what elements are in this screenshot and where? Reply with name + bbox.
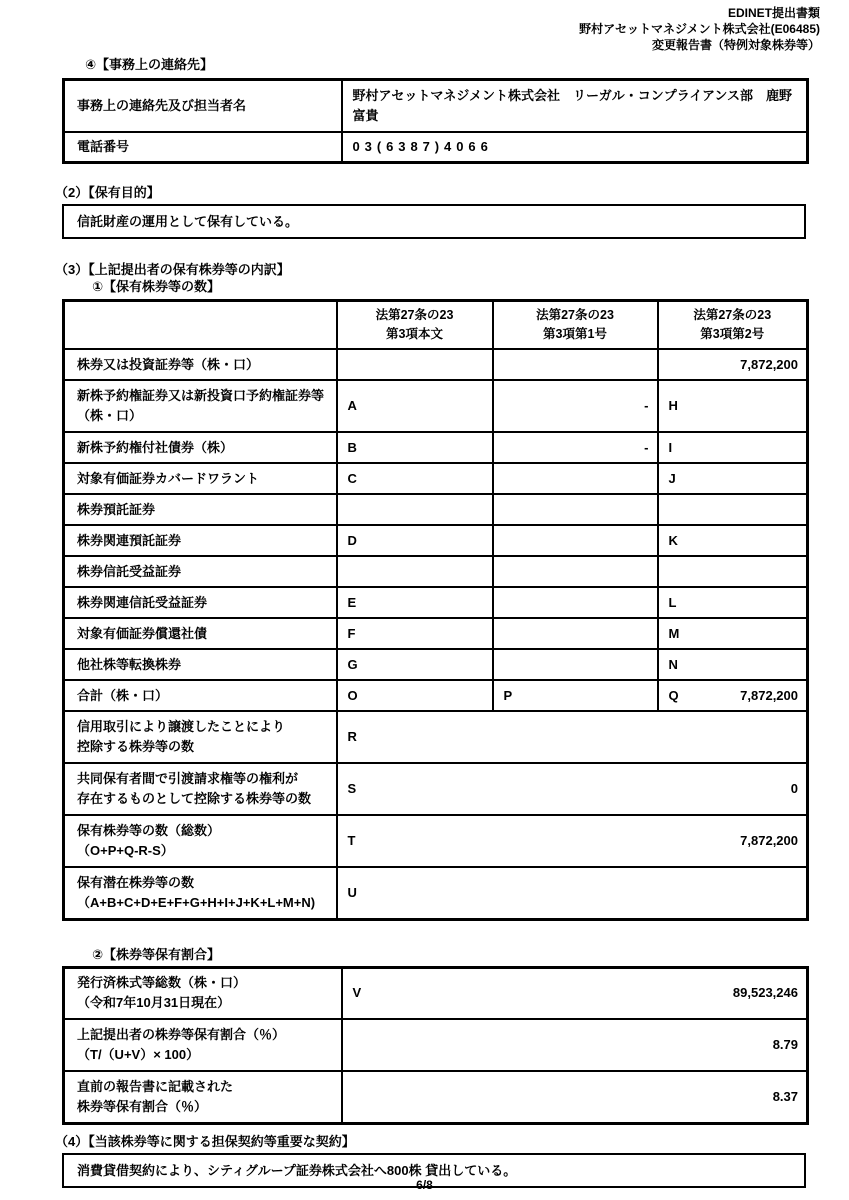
table-row: [64, 525, 808, 556]
cell-letter: J: [668, 470, 676, 486]
table-row: [64, 80, 808, 132]
value-cell-dai1go: [493, 525, 658, 556]
value-cell: [342, 967, 808, 1019]
cell-letter: U: [347, 884, 357, 900]
span-value-cell: [337, 867, 808, 919]
purpose-section-heading: （2）【保有目的】: [55, 185, 160, 200]
contract-section-heading: （4）【当該株券等に関する担保契約等重要な契約】: [55, 1133, 355, 1149]
row-label-line2: （O+P+Q-R-S）: [77, 843, 174, 858]
value-cell-honbun: [337, 525, 493, 556]
cell-value: -: [644, 439, 649, 455]
row-label-line2: （A+B+C+D+E+F+G+H+I+J+K+L+M+N): [77, 894, 316, 910]
cell-letter: L: [668, 594, 677, 610]
cell-value: -: [644, 398, 649, 413]
cell-value: 7,872,200: [740, 833, 798, 848]
row-label: 株券関連預託証券: [64, 525, 337, 556]
cell-letter: C: [347, 470, 357, 486]
value-cell-dai2go: [658, 680, 808, 711]
row-label: 株券信託受益証券: [64, 556, 337, 587]
value-cell-honbun: [337, 349, 493, 380]
cell-letter: Q: [668, 687, 679, 703]
row-label: 対象有価証券カバードワラント: [64, 463, 337, 494]
value-cell-dai2go: [658, 618, 808, 649]
cell-letter: K: [668, 532, 678, 548]
cell-value: 8.37: [772, 1088, 798, 1104]
span-value-cell: [337, 711, 808, 763]
value-cell-dai2go: [658, 556, 808, 587]
cell-letter: V: [352, 985, 362, 1001]
row-label-line1: 発行済株式等総数（株・口）: [77, 975, 247, 991]
row-label-line2: （令和7年10月31日現在）: [77, 995, 231, 1011]
row-label: [64, 763, 337, 815]
value-cell-dai1go: [493, 680, 658, 711]
value-cell-dai2go: [658, 525, 808, 556]
row-label-line2: 株券等保有割合（％）: [77, 1098, 208, 1114]
table-row-previous-ratio: [64, 1071, 808, 1123]
span-value-cell: [337, 815, 808, 867]
table-row-total-held: [64, 815, 808, 867]
cell-letter: S: [347, 781, 357, 796]
table-row-deduction-margin: [64, 711, 808, 763]
value-cell-dai2go: [658, 587, 808, 618]
document-header: [0, 0, 849, 53]
row-label: [64, 1019, 342, 1071]
value-cell-dai1go: [493, 556, 658, 587]
table-row-potential-held: [64, 867, 808, 919]
table-row: [64, 132, 808, 163]
value-cell-dai2go: [658, 349, 808, 380]
cell-letter: F: [347, 625, 356, 641]
col-header-dai1go: [493, 301, 658, 350]
col-header-line1: 法第27条の23: [375, 308, 454, 322]
cell-value: 7,872,200: [740, 687, 798, 703]
col-header-line2: 第3項第1号: [543, 327, 607, 341]
value-cell-honbun: [337, 432, 493, 463]
table-row-deduction-joint: [64, 763, 808, 815]
table-row: [64, 587, 808, 618]
row-label-line1: 上記提出者の株券等保有割合（％）: [77, 1027, 286, 1042]
row-label: 合計（株・口）: [64, 680, 337, 711]
value-cell-dai2go: [658, 649, 808, 680]
phone-value: 03(6387)4066: [342, 132, 808, 163]
row-label: [64, 867, 337, 919]
table-row-holding-ratio: [64, 1019, 808, 1071]
table-row: [64, 494, 808, 525]
cell-value: 89,523,246: [732, 985, 798, 1001]
row-label-line1: 直前の報告書に記載された: [77, 1078, 234, 1094]
cell-letter: I: [668, 439, 673, 455]
row-label-line1: 共同保有者間で引渡請求権等の権利が: [77, 771, 299, 786]
value-cell-honbun: [337, 587, 493, 618]
table-row: [64, 380, 808, 432]
row-label-line2: （T/（U+V）× 100）: [77, 1047, 200, 1062]
table-row: [64, 649, 808, 680]
value-cell-dai2go: [658, 432, 808, 463]
table-row: [64, 618, 808, 649]
cell-value: 0: [790, 781, 798, 796]
holdings-count-table: [62, 299, 809, 921]
count-table-heading: ①【保有株券等の数】: [92, 279, 221, 294]
cell-letter: R: [347, 729, 357, 744]
table-row: [64, 349, 808, 380]
row-label-line1: 信用取引により譲渡したことにより: [77, 719, 286, 734]
cell-letter: D: [347, 532, 357, 548]
value-cell-honbun: [337, 494, 493, 525]
cell-letter: P: [503, 687, 513, 703]
row-label-line2: 控除する株券等の数: [77, 739, 195, 754]
row-label-line1: 保有潜在株券等の数: [77, 874, 195, 890]
row-label: [64, 711, 337, 763]
value-cell-honbun: [337, 380, 493, 432]
holding-ratio-table: [62, 966, 809, 1125]
cell-letter: E: [347, 594, 357, 610]
header-filer: 野村アセットマネジメント株式会社(E06485): [579, 22, 820, 36]
contact-name-value: 野村アセットマネジメント株式会社 リーガル・コンプライアンス部 鹿野 富貴: [342, 80, 808, 132]
value-cell-dai2go: [658, 494, 808, 525]
cell-letter: H: [668, 398, 678, 413]
ratio-table-heading: ②【株券等保有割合】: [92, 946, 221, 962]
row-label: 他社株等転換株券: [64, 649, 337, 680]
value-cell-dai2go: [658, 463, 808, 494]
row-label: [64, 967, 342, 1019]
cell-letter: N: [668, 656, 678, 672]
row-label: 新株予約権証券又は新投資口予約権証券等（株・口）: [64, 380, 337, 432]
value-cell-dai1go: [493, 649, 658, 680]
row-label: [64, 1071, 342, 1123]
row-label: 株券関連信託受益証券: [64, 587, 337, 618]
contact-table: [62, 78, 809, 164]
page-number: 6/8: [416, 1178, 433, 1192]
value-cell-honbun: [337, 556, 493, 587]
value-cell-dai1go: [493, 380, 658, 432]
value-cell: [342, 1019, 808, 1071]
table-header-row: [64, 301, 808, 350]
cell-value: 8.79: [772, 1037, 798, 1052]
col-header-line1: 法第27条の23: [536, 308, 614, 322]
phone-label: 電話番号: [64, 132, 342, 163]
table-row-total: [64, 680, 808, 711]
value-cell-dai1go: [493, 463, 658, 494]
row-label: 株券又は投資証券等（株・口）: [64, 349, 337, 380]
row-label-line1: 保有株券等の数（総数）: [77, 823, 221, 838]
table-row: [64, 556, 808, 587]
value-cell-dai2go: [658, 380, 808, 432]
purpose-body: 信託財産の運用として保有している。: [62, 204, 806, 239]
col-header-dai2go: [658, 301, 808, 350]
col-header-line2: 第3項本文: [386, 327, 443, 341]
value-cell-dai1go: [493, 494, 658, 525]
cell-letter: M: [668, 625, 680, 641]
table-row: [64, 432, 808, 463]
row-label: 株券預託証券: [64, 494, 337, 525]
breakdown-section-heading: （3）【上記提出者の保有株券等の内訳】: [55, 262, 290, 277]
cell-letter: B: [347, 439, 357, 455]
value-cell-dai1go: [493, 349, 658, 380]
cell-letter: A: [347, 398, 357, 413]
row-label-line2: 存在するものとして控除する株券等の数: [77, 791, 312, 806]
table-row: [64, 463, 808, 494]
row-label: 対象有価証券償還社債: [64, 618, 337, 649]
cell-letter: G: [347, 656, 358, 672]
value-cell-dai1go: [493, 432, 658, 463]
contract-body: 消費貸借契約により、シティグループ証券株式会社へ800株 貸出している。: [62, 1153, 806, 1188]
span-value-cell: [337, 763, 808, 815]
value-cell: [342, 1071, 808, 1123]
header-doc-type: EDINET提出書類: [727, 6, 820, 20]
col-header-honbun: [337, 301, 493, 350]
value-cell-honbun: [337, 680, 493, 711]
col-header-line1: 法第27条の23: [693, 308, 772, 322]
value-cell-honbun: [337, 463, 493, 494]
value-cell-honbun: [337, 649, 493, 680]
value-cell-honbun: [337, 618, 493, 649]
value-cell-dai1go: [493, 618, 658, 649]
col-header-line2: 第3項第2号: [700, 327, 765, 341]
cell-letter: O: [347, 687, 358, 703]
table-row-issued-total: [64, 967, 808, 1019]
contact-section-heading: ④【事務上の連絡先】: [85, 57, 214, 72]
header-doc-title: 変更報告書（特例対象株券等）: [651, 38, 820, 52]
cell-letter: T: [347, 833, 356, 848]
row-label: [64, 815, 337, 867]
cell-value: 7,872,200: [740, 356, 798, 372]
value-cell-dai1go: [493, 587, 658, 618]
corner-cell: [64, 301, 337, 350]
contact-name-label: 事務上の連絡先及び担当者名: [64, 80, 342, 132]
row-label: 新株予約権付社債券（株）: [64, 432, 337, 463]
